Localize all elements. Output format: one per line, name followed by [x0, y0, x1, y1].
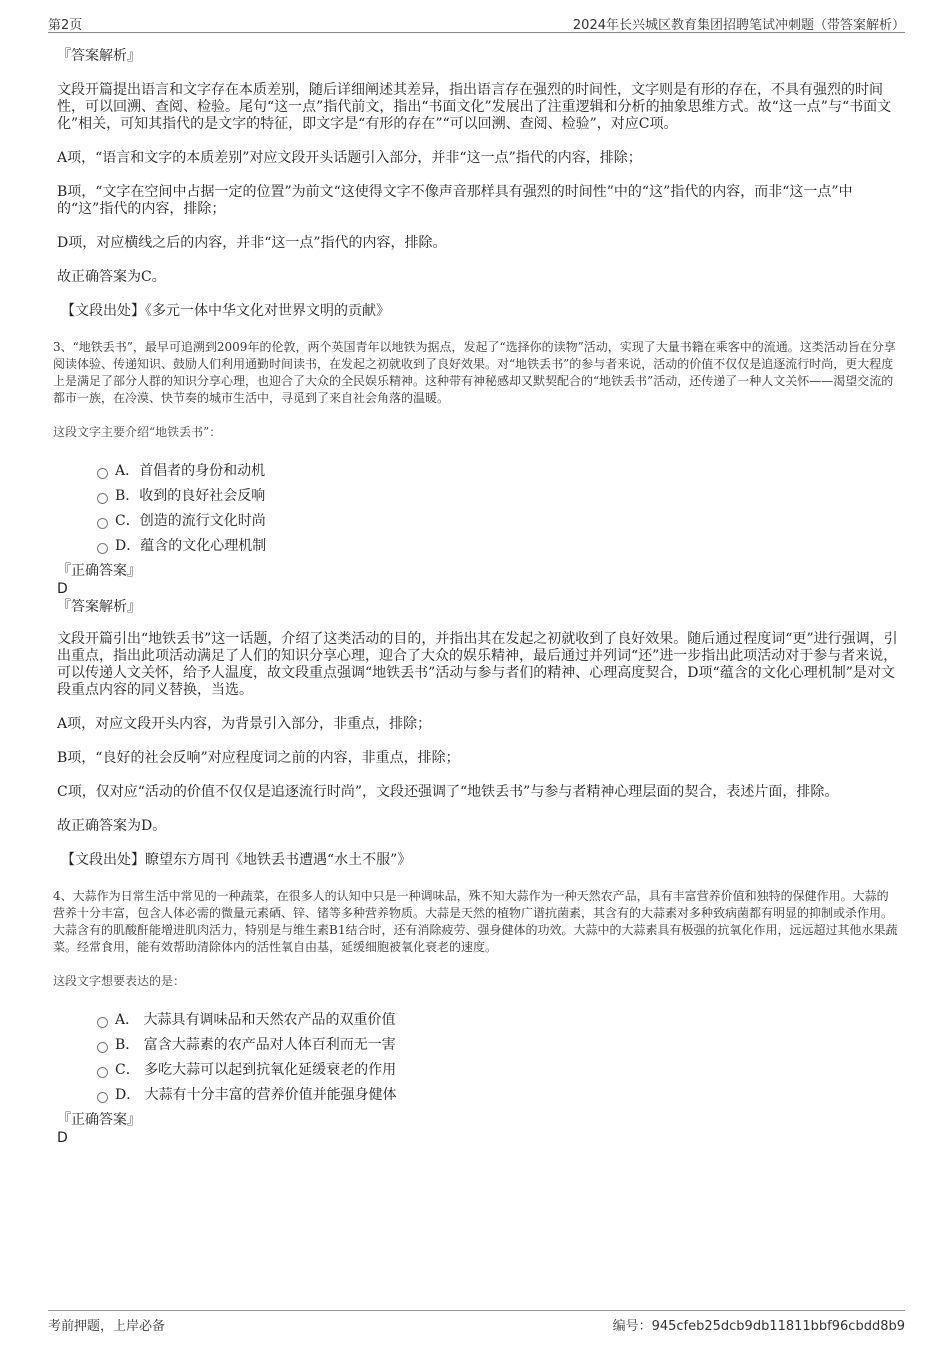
q4-prompt: 这段文字想要表达的是：: [53, 974, 186, 988]
q2-analysis: 文段开篇提出语言和文字存在本质差别，随后详细阐述其差异，指出语言存在强烈的时间性，文字则是有形的存在，不具有强烈的时间性，可以回溯、查阅、检验。尾句“这一点”指代前文，指出“书面文化”发展出了注重逻辑和分析的抽象思维方式。故“这一点”与“书面文化”相关，可知其指代的是文字的特征，即文字是“有形的存在”“可以回溯、查阅、检验”，对应C项。: [57, 82, 892, 132]
q4-correct-label: 『正确答案』: [57, 1112, 141, 1128]
radio-icon[interactable]: [97, 543, 108, 554]
q3-option-c-explanation: C项，仅对应“活动的价值不仅仅是追逐流行时尚”，文段还强调了“地铁丢书”与参与者精神心理层面的契合，表述片面，排除。: [57, 784, 839, 800]
q3-option-a[interactable]: A．首倡者的身份和动机: [57, 459, 900, 484]
q3-option-b[interactable]: B．收到的良好社会反响: [57, 484, 900, 509]
q2-option-d-explanation: D项，对应横线之后的内容，并非“这一点”指代的内容，排除。: [57, 235, 447, 251]
q4-question-text: 4、大蒜作为日常生活中常见的一种蔬菜，在很多人的认知中只是一种调味品，殊不知大蒜作为一种天然农产品，具有丰富营养价值和独特的保健作用。大蒜的营养十分丰富，包含人体必需的微量元素硒、锌、锗等多种营养物质。大蒜是天然的植物广谱抗菌素，其含有的大蒜素对多种致病菌都有明显的抑制或杀作用。大蒜含有的肌酸酐能增进肌肉活力，特别是与维生素B1结合时，还有消除疲劳、强身健体的功效。大蒜中的大蒜素具有极强的抗氧化作用，远远超过其他水果蔬菜。经常食用，能有效帮助清除体内的活性氧自由基，延缓细胞被氧化衰老的速度。: [53, 889, 898, 954]
q3-analysis: 文段开篇引出“地铁丢书”这一话题，介绍了这类活动的目的，并指出其在发起之初就收到了良好效果。随后通过程度词“更”进行强调，引出重点，指出此项活动满足了人们的知识分享心理，迎合了大众的娱乐精神，最后通过并列词“还”进一步指出此项活动对于参与者来说，可以传递人文关怀，给予人温度，故文段重点强调“地铁丢书”活动与参与者们的精神、心理高度契合，D项“蕴含的文化心理机制”是对文段重点内容的同义替换，当选。: [57, 631, 898, 698]
q2-analysis-label: 『答案解析』: [57, 48, 141, 64]
page-header: [48, 12, 905, 33]
q4-option-b[interactable]: B． 富含大蒜素的农产品对人体百利而无一害: [57, 1033, 900, 1058]
q2-source: 【文段出处】《多元一体中华文化对世界文明的贡献》: [61, 303, 390, 319]
radio-icon[interactable]: [97, 1067, 108, 1078]
q3-correct-label: 『正确答案』: [57, 563, 141, 579]
q2-conclusion: 故正确答案为C。: [57, 269, 166, 285]
q2-option-a-explanation: A项，“语言和文字的本质差别”对应文段开头话题引入部分，并非“这一点”指代的内容，排除；: [57, 150, 642, 166]
q3-analysis-label: 『答案解析』: [57, 599, 141, 615]
q3-option-a-explanation: A项，对应文段开头内容，为背景引入部分，非重点，排除；: [57, 716, 432, 732]
radio-icon[interactable]: [97, 468, 108, 479]
q3-source: 【文段出处】瞭望东方周刊《地铁丢书遭遇“水土不服”》: [61, 852, 412, 868]
radio-icon[interactable]: [97, 518, 108, 529]
q4-options: [57, 1008, 900, 1108]
q3-question-text: 3、“地铁丢书”，最早可追溯到2009年的伦敦，两个英国青年以地铁为据点，发起了“选择你的读物”活动，实现了大量书籍在乘客中的流通。这类活动旨在分享阅读体验、传递知识、鼓励人们利用通勤时间读书，在发起之初就收到了良好效果。对“地铁丢书”的参与者来说，活动的价值不仅仅是追逐流行时尚，更大程度上是满足了部分人群的知识分享心理，也迎合了大众的全民娱乐精神。这种带有神秘感却又默契配合的“地铁丢书”活动，还传递了一种人文关怀——渴望交流的都市一族，在冷漠、快节奏的城市生活中，寻觅到了来自社会角落的温暖。: [53, 340, 896, 405]
footer-slogan: 考前押题，上岸必备: [48, 1319, 166, 1334]
q3-option-c[interactable]: C．创造的流行文化时尚: [57, 509, 900, 534]
page-footer: [48, 1310, 905, 1335]
page-content: [53, 42, 900, 1146]
q3-prompt: 这段文字主要介绍“地铁丢书”：: [53, 425, 222, 439]
q3-option-d[interactable]: D．蕴含的文化心理机制: [57, 534, 900, 559]
q3-option-b-explanation: B项，“良好的社会反响”对应程度词之前的内容，非重点，排除；: [57, 750, 460, 766]
page-number: 第2页: [48, 18, 83, 33]
q3-options: [57, 459, 900, 559]
q4-option-a[interactable]: A． 大蒜具有调味品和天然农产品的双重价值: [57, 1008, 900, 1033]
radio-icon[interactable]: [97, 1042, 108, 1053]
q3-conclusion: 故正确答案为D。: [57, 818, 167, 834]
document-code: 编号：945cfeb25dcb9db11811bbf96cbdd8b9: [612, 1319, 905, 1334]
document-title: 2024年长兴城区教育集团招聘笔试冲刺题（带答案解析）: [572, 18, 905, 33]
radio-icon[interactable]: [97, 493, 108, 504]
q3-correct-answer: D: [57, 581, 68, 597]
radio-icon[interactable]: [97, 1092, 108, 1103]
q4-correct-answer: D: [57, 1130, 68, 1146]
radio-icon[interactable]: [97, 1017, 108, 1028]
q2-option-b-explanation: B项，“文字在空间中占据一定的位置”为前文“这使得文字不像声音那样具有强烈的时间性”中的“这”指代的内容，而非“这一点”中的“这”指代的内容，排除；: [57, 184, 853, 217]
q4-option-d[interactable]: D． 大蒜有十分丰富的营养价值并能强身健体: [57, 1083, 900, 1108]
q4-option-c[interactable]: C． 多吃大蒜可以起到抗氧化延缓衰老的作用: [57, 1058, 900, 1083]
